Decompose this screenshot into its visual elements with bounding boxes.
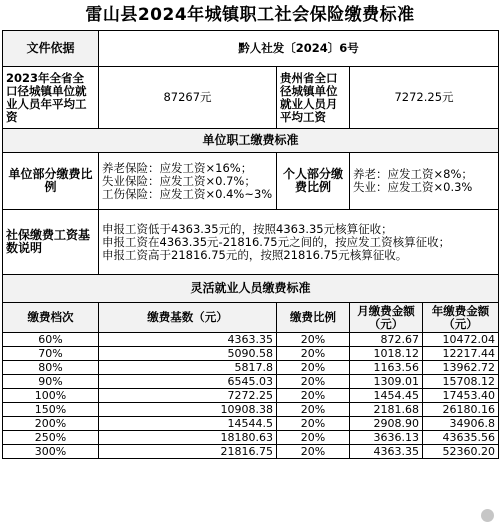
table-cell: 52360.20 — [423, 445, 499, 459]
table-cell: 7272.25 — [99, 389, 277, 403]
insurance-standard-table — [2, 30, 499, 459]
column-header: 缴费档次 — [3, 303, 99, 333]
flex-rows — [3, 333, 499, 459]
table-cell: 21816.75 — [99, 445, 277, 459]
table-row — [3, 445, 499, 459]
watermark-icon — [481, 509, 494, 522]
table-cell: 1018.12 — [350, 347, 423, 361]
flex-section-heading: 灵活就业人员缴费标准 — [3, 275, 499, 303]
unit-rate-label: 单位部分缴费比例 — [3, 153, 99, 210]
basis-value: 黔人社发〔2024〕6号 — [99, 31, 499, 67]
table-cell: 5817.8 — [99, 361, 277, 375]
table-cell: 34906.8 — [423, 417, 499, 431]
table-cell: 2908.90 — [350, 417, 423, 431]
column-header: 年缴费金额（元） — [423, 303, 499, 333]
column-header: 缴费比例 — [277, 303, 350, 333]
table-row — [3, 347, 499, 361]
table-cell: 14544.5 — [99, 417, 277, 431]
table-cell: 4363.35 — [350, 445, 423, 459]
table-row — [3, 403, 499, 417]
table-cell: 17453.40 — [423, 389, 499, 403]
basis-label: 文件依据 — [3, 31, 99, 67]
table-cell: 20% — [277, 403, 350, 417]
table-cell: 4363.35 — [99, 333, 277, 347]
table-cell: 872.67 — [350, 333, 423, 347]
table-cell: 20% — [277, 431, 350, 445]
table-cell: 18180.63 — [99, 431, 277, 445]
table-cell: 12217.44 — [423, 347, 499, 361]
table-cell: 5090.58 — [99, 347, 277, 361]
unit-rate-line: 失业保险：应发工资×0.7%； — [102, 173, 256, 188]
table-row — [3, 431, 499, 445]
table-cell: 2181.68 — [350, 403, 423, 417]
column-header: 缴费基数（元） — [99, 303, 277, 333]
table-cell: 70% — [3, 347, 99, 361]
table-row — [3, 333, 499, 347]
table-cell: 10908.38 — [99, 403, 277, 417]
unit-rate-line: 养老保险：应发工资×16%； — [102, 160, 253, 175]
table-cell: 3636.13 — [350, 431, 423, 445]
base-explain-lines — [99, 210, 499, 275]
table-cell: 1454.45 — [350, 389, 423, 403]
personal-rate-lines — [350, 153, 499, 210]
table-cell: 26180.16 — [423, 403, 499, 417]
unit-rate-lines — [99, 153, 277, 210]
annual-wage-value: 87267元 — [99, 67, 277, 129]
table-cell: 1309.01 — [350, 375, 423, 389]
table-cell: 20% — [277, 333, 350, 347]
table-cell: 1163.56 — [350, 361, 423, 375]
monthly-wage-label: 贵州省全口径城镇单位就业人员月平均工资 — [277, 67, 350, 129]
table-cell: 20% — [277, 347, 350, 361]
column-header: 月缴费金额（元） — [350, 303, 423, 333]
table-cell: 90% — [3, 375, 99, 389]
base-explain-line: 申报工资在4363.35元-21816.75元之间的，按应发工资核算征收； — [102, 234, 451, 249]
table-cell: 200% — [3, 417, 99, 431]
table-cell: 300% — [3, 445, 99, 459]
table-cell: 13962.72 — [423, 361, 499, 375]
table-cell: 80% — [3, 361, 99, 375]
table-cell: 100% — [3, 389, 99, 403]
table-cell: 15708.12 — [423, 375, 499, 389]
table-cell: 6545.03 — [99, 375, 277, 389]
table-cell: 60% — [3, 333, 99, 347]
table-cell: 20% — [277, 389, 350, 403]
base-explain-label: 社保缴费工资基数说明 — [3, 210, 99, 275]
table-cell: 10472.04 — [423, 333, 499, 347]
table-row — [3, 375, 499, 389]
monthly-wage-value: 7272.25元 — [350, 67, 499, 129]
base-explain-line: 申报工资低于4363.35元的，按照4363.35元核算征收； — [102, 221, 393, 236]
table-row — [3, 389, 499, 403]
personal-rate-line: 养老：应发工资×8%； — [353, 167, 473, 181]
table-cell: 150% — [3, 403, 99, 417]
table-cell: 43635.56 — [423, 431, 499, 445]
table-cell: 20% — [277, 417, 350, 431]
table-cell: 250% — [3, 431, 99, 445]
annual-wage-label: 2023年全省全口径城镇单位就业人员年平均工资 — [3, 67, 99, 129]
watermark — [481, 509, 494, 522]
table-cell: 20% — [277, 445, 350, 459]
page-title: 雷山县2024年城镇职工社会保险缴费标准 — [85, 5, 415, 25]
personal-rate-label: 个人部分缴费比例 — [277, 153, 350, 210]
base-explain-line: 申报工资高于21816.75元的，按照21816.75元核算征收。 — [102, 247, 408, 262]
personal-rate-line: 失业：应发工资×0.3% — [353, 180, 473, 194]
table-row — [3, 361, 499, 375]
table-cell: 20% — [277, 375, 350, 389]
unit-section-heading: 单位职工缴费标准 — [3, 129, 499, 153]
table-row — [3, 417, 499, 431]
table-cell: 20% — [277, 361, 350, 375]
unit-rate-line: 工伤保险：应发工资×0.4%~3% — [102, 186, 273, 201]
